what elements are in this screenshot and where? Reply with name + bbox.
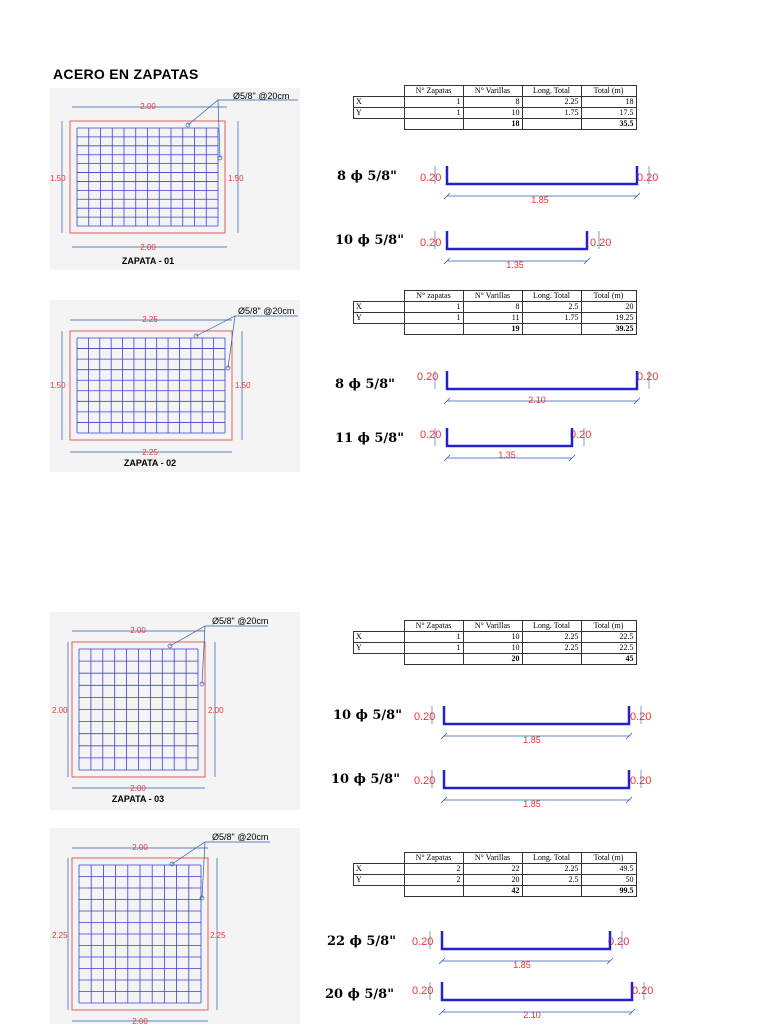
col-header: Total (m): [581, 86, 636, 97]
bent-bar: [444, 770, 629, 788]
col-header: Total (m): [581, 853, 636, 864]
footing-plan-1: [50, 88, 300, 270]
steel-table-4: [353, 852, 637, 897]
steel-table-1: [353, 85, 637, 130]
table-row: Y 2 20 2.5 50: [354, 875, 637, 886]
bent-bar: [444, 706, 629, 724]
col-header: N° Varillas: [463, 621, 522, 632]
svg-text:0.20: 0.20: [420, 429, 442, 441]
svg-text:0.20: 0.20: [637, 371, 659, 383]
svg-text:0.20: 0.20: [570, 429, 592, 441]
svg-text:0.20: 0.20: [412, 936, 434, 948]
svg-text:0.20: 0.20: [412, 985, 434, 997]
table-row: X 1 8 2.5 20: [354, 302, 637, 313]
col-header: N° zapatas: [404, 291, 463, 302]
rebar-bending-diagram: [415, 365, 665, 415]
col-header: N° Zapatas: [404, 853, 463, 864]
bar-label: 10 ϕ 5/8": [335, 233, 404, 248]
svg-text:0.20: 0.20: [414, 711, 436, 723]
table-row: X 1 8 2.25 18: [354, 97, 637, 108]
svg-text:2.10: 2.10: [523, 1010, 541, 1020]
table-total-row: 20 45: [354, 654, 637, 665]
table-row: Y 1 11 1.75 19.25: [354, 313, 637, 324]
dim-right: 2.00: [208, 706, 224, 715]
svg-text:2.10: 2.10: [528, 395, 546, 405]
col-header: Long. Total: [522, 621, 581, 632]
footing-name: ZAPATA - 01: [121, 256, 175, 266]
dim-right: 1.50: [228, 174, 244, 183]
table-row: X 1 10 2.25 22.5: [354, 632, 637, 643]
dim-bottom: 2.00: [140, 243, 156, 252]
dim-right: 2.25: [210, 931, 226, 940]
dim-left: 1.50: [50, 381, 66, 390]
col-header: Total (m): [581, 291, 636, 302]
footing-plan-4: [50, 828, 300, 1024]
svg-text:0.20: 0.20: [420, 237, 442, 249]
bent-bar: [447, 166, 637, 184]
svg-text:0.20: 0.20: [637, 172, 659, 184]
footing-name: ZAPATA - 03: [111, 794, 165, 804]
dim-left: 2.25: [52, 931, 68, 940]
col-header: N° Varillas: [463, 291, 522, 302]
footing-outline: [70, 331, 232, 440]
footing-drawing-2: [50, 300, 300, 472]
bar-label: 11 ϕ 5/8": [335, 431, 404, 446]
bent-bar: [442, 982, 632, 1000]
rebar-bending-diagram: [412, 700, 662, 750]
dim-top: 2.00: [130, 626, 146, 635]
bar-label: 8 ϕ 5/8": [337, 169, 397, 184]
table-row: Y 1 10 2.25 22.5: [354, 643, 637, 654]
table-total-row: 42 99.5: [354, 886, 637, 897]
svg-text:1.85: 1.85: [531, 195, 549, 205]
dim-top: 2.00: [140, 102, 156, 111]
dim-top: 2.25: [142, 315, 158, 324]
dim-top: 2.00: [132, 843, 148, 852]
col-header: Long. Total: [522, 86, 581, 97]
dim-left: 2.00: [52, 706, 68, 715]
svg-text:1.85: 1.85: [513, 960, 531, 970]
dim-bottom: 2.25: [142, 448, 158, 457]
rebar-spec: Ø5/8" @20cm: [233, 91, 290, 101]
table-row: Y 1 10 1.75 17.5: [354, 108, 637, 119]
steel-table-2: [353, 290, 637, 335]
dim-right: 1.50: [235, 381, 251, 390]
table-total-row: 19 39.25: [354, 324, 637, 335]
rebar-bending-diagram: [410, 976, 660, 1024]
rebar-spec: Ø5/8" @20cm: [238, 306, 295, 316]
bent-bar: [442, 931, 610, 949]
dim-bottom: 2.00: [132, 1017, 148, 1024]
svg-text:1.85: 1.85: [523, 735, 541, 745]
page-title: ACERO EN ZAPATAS: [53, 66, 199, 82]
svg-text:0.20: 0.20: [417, 371, 439, 383]
bent-bar: [447, 231, 587, 249]
col-header: Long. Total: [522, 853, 581, 864]
footing-plan-2: [50, 300, 300, 472]
bent-bar: [447, 428, 572, 446]
col-header: N° Varillas: [463, 86, 522, 97]
rebar-spec: Ø5/8" @20cm: [212, 832, 269, 842]
svg-text:0.20: 0.20: [414, 775, 436, 787]
rebar-bending-diagram: [415, 160, 665, 210]
col-header: Long. Total: [522, 291, 581, 302]
col-header: Total (m): [581, 621, 636, 632]
svg-text:1.35: 1.35: [506, 260, 524, 270]
footing-drawing-4: [50, 828, 300, 1024]
footing-name: ZAPATA - 02: [123, 458, 177, 468]
table-total-row: 18 35.5: [354, 119, 637, 130]
bar-label: 8 ϕ 5/8": [335, 377, 395, 392]
bar-label: 10 ϕ 5/8": [333, 708, 402, 723]
col-header: N° Zapatas: [404, 86, 463, 97]
rebar-spec: Ø5/8" @20cm: [212, 616, 269, 626]
dim-bottom: 2.00: [130, 784, 146, 793]
col-header: N° Varillas: [463, 853, 522, 864]
svg-text:0.20: 0.20: [590, 237, 612, 249]
bar-label: 20 ϕ 5/8": [325, 987, 394, 1002]
svg-text:1.35: 1.35: [498, 450, 516, 460]
footing-drawing-3: [50, 612, 300, 810]
col-header: N° Zapatas: [404, 621, 463, 632]
svg-text:1.85: 1.85: [523, 799, 541, 809]
steel-table-3: [353, 620, 637, 665]
svg-text:0.20: 0.20: [608, 936, 630, 948]
svg-text:0.20: 0.20: [632, 985, 654, 997]
rebar-bending-diagram: [412, 764, 662, 814]
svg-text:0.20: 0.20: [420, 172, 442, 184]
rebar-bending-diagram: [410, 925, 660, 975]
bar-label: 22 ϕ 5/8": [327, 934, 396, 949]
bar-label: 10 ϕ 5/8": [331, 772, 400, 787]
rebar-bending-diagram: [415, 225, 635, 275]
footing-drawing-1: [50, 88, 300, 270]
bent-bar: [447, 371, 637, 389]
svg-text:0.20: 0.20: [630, 711, 652, 723]
svg-text:0.20: 0.20: [630, 775, 652, 787]
table-row: X 2 22 2.25 49.5: [354, 864, 637, 875]
rebar-bending-diagram: [415, 422, 625, 472]
dim-left: 1.50: [50, 174, 66, 183]
footing-plan-3: [50, 612, 300, 810]
